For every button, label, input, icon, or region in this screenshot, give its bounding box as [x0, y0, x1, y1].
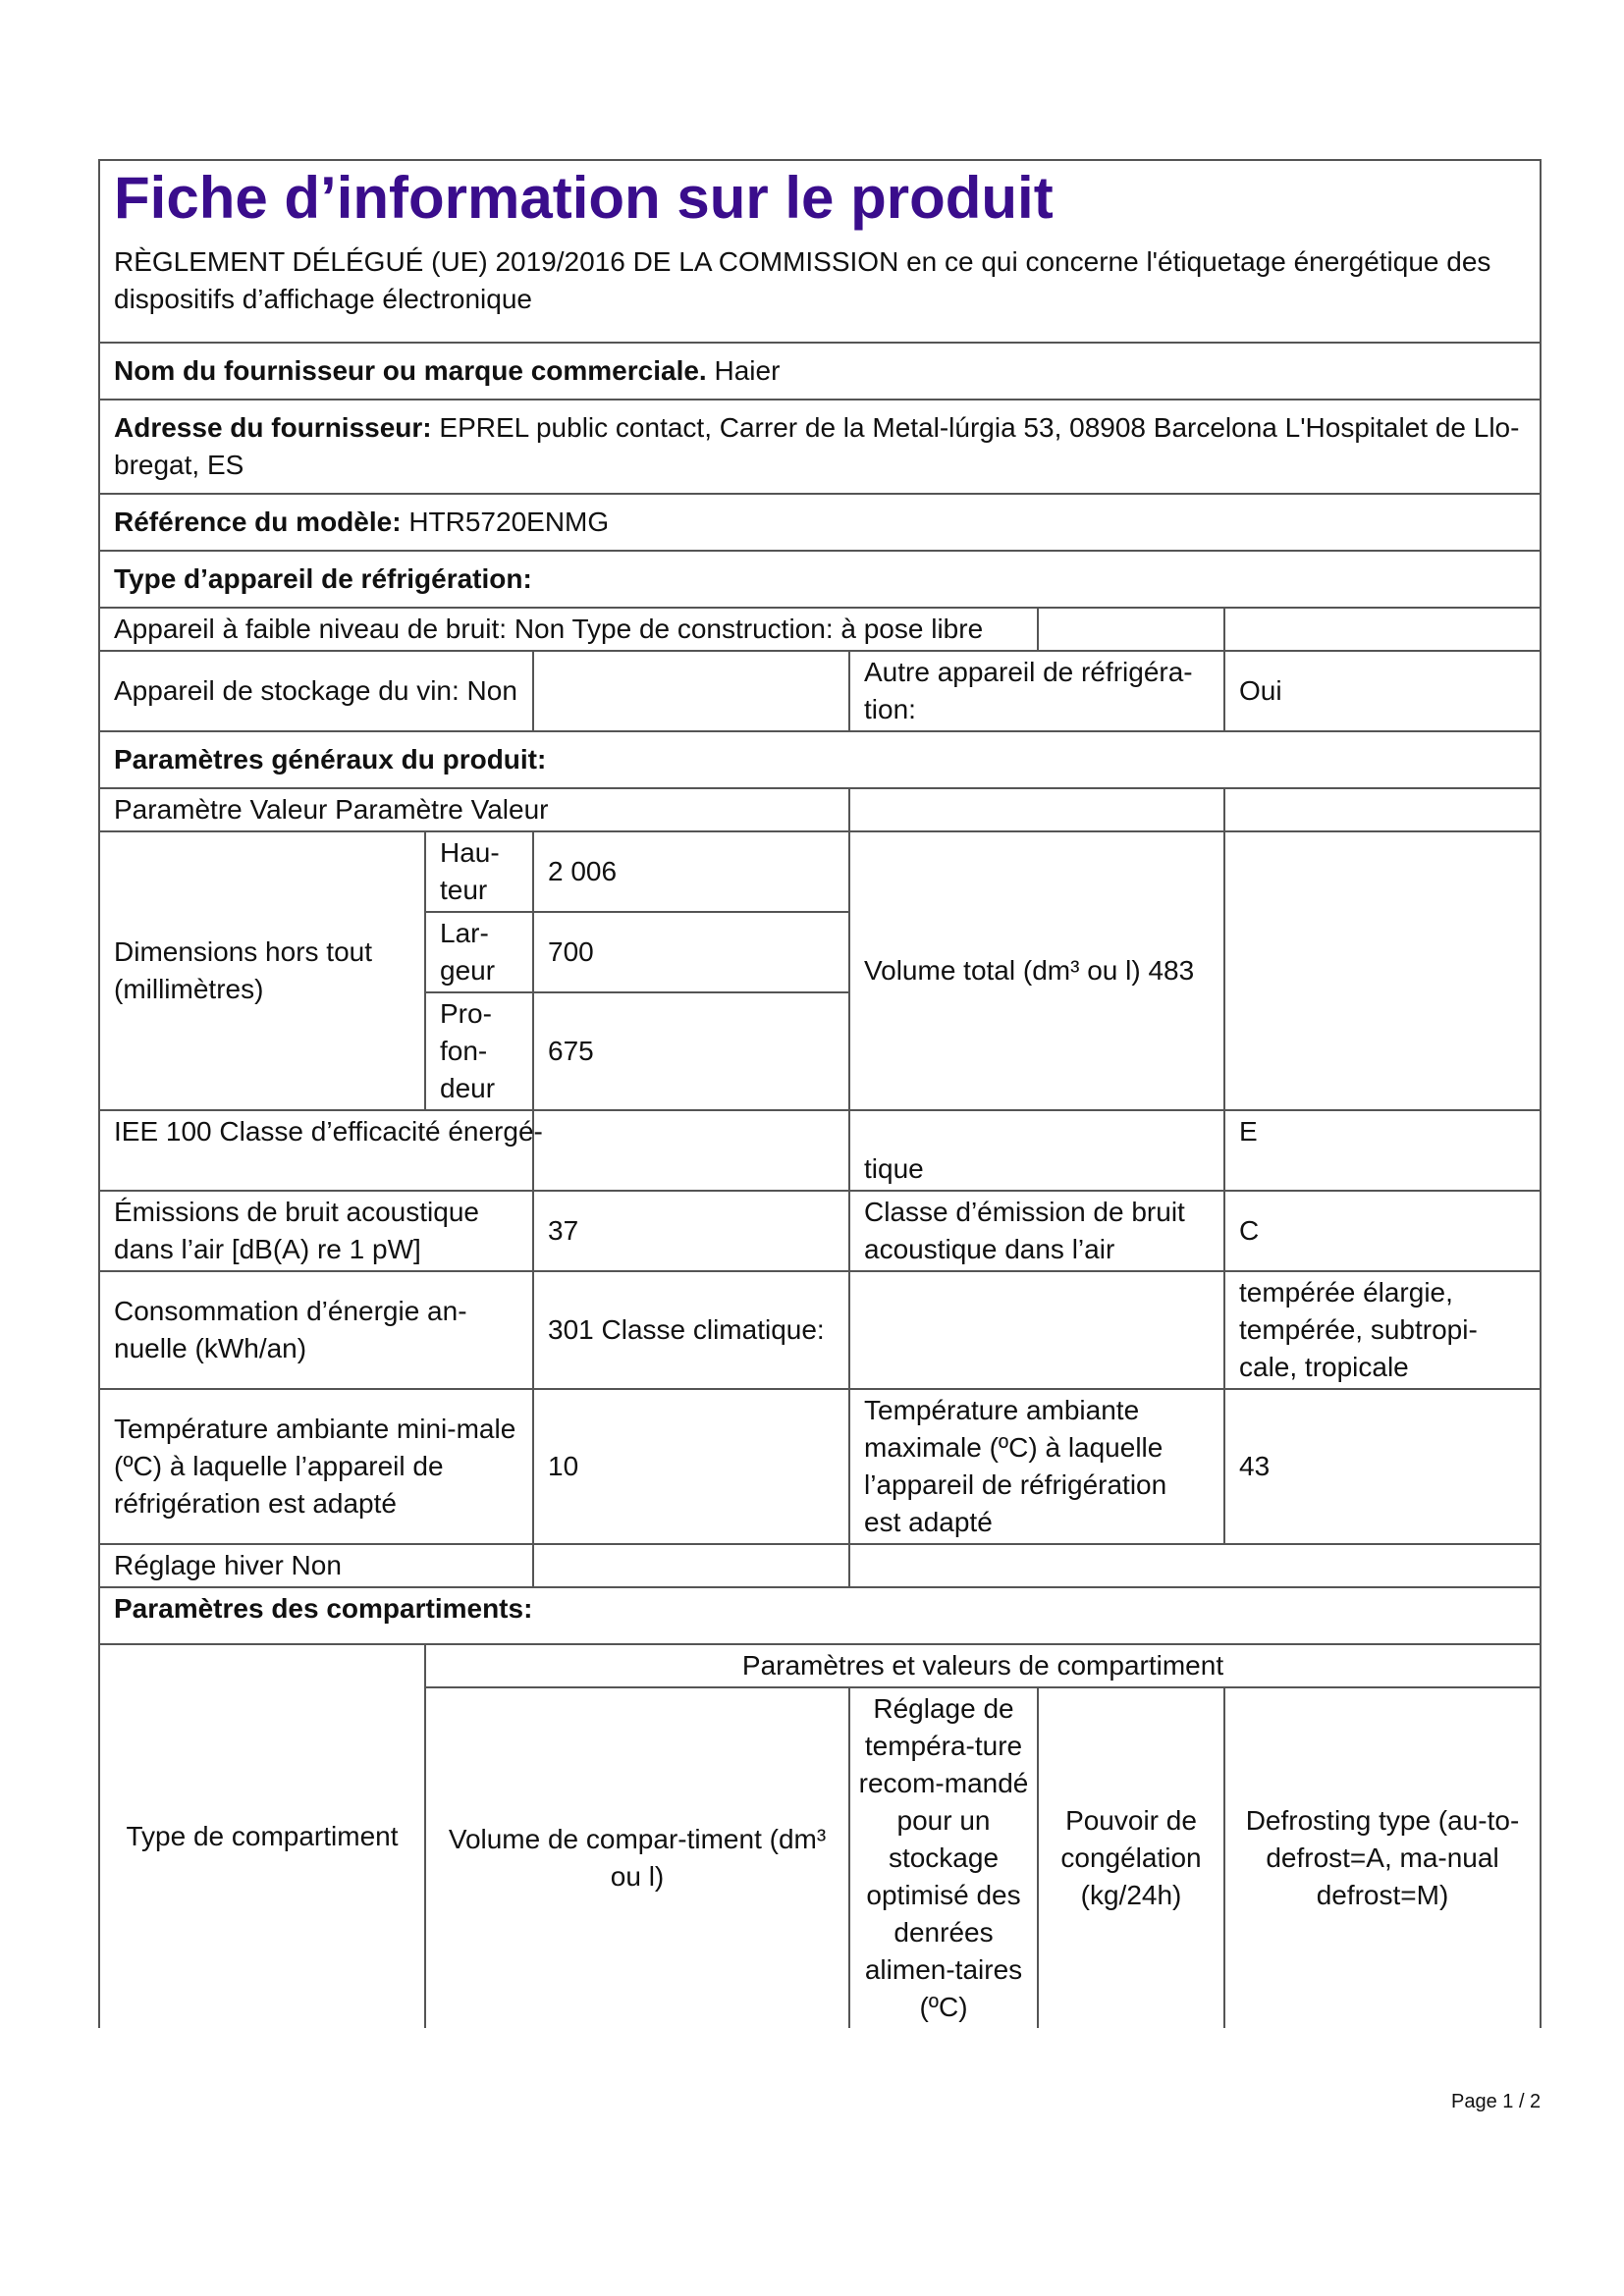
compartments-heading: Paramètres des compartiments:: [99, 1587, 1541, 1644]
noise-label: Émissions de bruit acoustique dans l’air [dB(A) re 1 pW]: [99, 1191, 533, 1271]
compartment-temp-header: Réglage de tempéra-ture recom-mandé pour un stockage optimisé des denrées alimen-taires (ºC): [849, 1687, 1038, 2028]
model-row: [99, 494, 1541, 551]
iee-suffix: tique: [849, 1110, 1224, 1191]
empty-cell: [849, 788, 1224, 831]
compartment-group-header: Paramètres et valeurs de compartiment: [425, 1644, 1541, 1687]
min-temp-label: Température ambiante mini-male (ºC) à laquelle l’appareil de réfrigération est adapté: [99, 1389, 533, 1544]
product-info-sheet: [98, 159, 1540, 2028]
empty-cell: [533, 1110, 849, 1191]
energy-label: Consommation d’énergie an-nuelle (kWh/an): [99, 1271, 533, 1389]
climate-class-value: tempérée élargie, tempérée, subtropi-cale, tropicale: [1224, 1271, 1541, 1389]
wine-storage-cell: Appareil de stockage du vin: Non: [99, 651, 533, 731]
max-temp-value: 43: [1224, 1389, 1541, 1544]
supplier-address-label: Adresse du fournisseur:: [114, 412, 432, 443]
noise-class-value: C: [1224, 1191, 1541, 1271]
info-table: [98, 159, 1542, 2028]
height-value: 2 006: [533, 831, 849, 912]
general-col-header: Paramètre Valeur Paramètre Valeur: [99, 788, 849, 831]
width-label: Lar-geur: [425, 912, 533, 992]
empty-cell: [849, 1544, 1541, 1587]
regulation-text: RÈGLEMENT DÉLÉGUÉ (UE) 2019/2016 DE LA COMMISSION en ce qui concerne l'étiquetage énergétique des dispositifs d’affichage électronique: [114, 246, 1491, 314]
min-temp-value: 10: [533, 1389, 849, 1544]
empty-cell: [533, 1544, 849, 1587]
iee-label: IEE 100 Classe d’efficacité énergé-: [99, 1110, 533, 1191]
supplier-name-label: Nom du fournisseur ou marque commerciale.: [114, 355, 707, 386]
header-cell: [99, 160, 1541, 343]
empty-cell: [1224, 788, 1541, 831]
depth-label: Pro-fon-deur: [425, 992, 533, 1110]
energy-value: 301 Classe climatique:: [533, 1271, 849, 1389]
empty-cell: [1224, 608, 1541, 651]
supplier-name-row: [99, 343, 1541, 400]
model-value: HTR5720ENMG: [408, 507, 610, 537]
general-heading: Paramètres généraux du produit:: [99, 731, 1541, 788]
other-appliance-value: Oui: [1224, 651, 1541, 731]
empty-cell: [849, 1271, 1224, 1389]
other-appliance-label: Autre appareil de réfrigéra-tion:: [849, 651, 1224, 731]
defrosting-type-header: Defrosting type (au-to-defrost=A, ma-nual defrost=M): [1224, 1687, 1541, 2028]
compartment-volume-header: Volume de compar-timent (dm³ ou l): [425, 1687, 849, 2028]
height-label: Hau-teur: [425, 831, 533, 912]
empty-cell: [533, 651, 849, 731]
empty-cell: [1038, 608, 1224, 651]
winter-setting: Réglage hiver Non: [99, 1544, 533, 1587]
noise-class-label: Classe d’émission de bruit acoustique dans l’air: [849, 1191, 1224, 1271]
width-value: 700: [533, 912, 849, 992]
max-temp-label: Température ambiante maximale (ºC) à laquelle l’appareil de réfrigération est adapté: [849, 1389, 1224, 1544]
noise-value: 37: [533, 1191, 849, 1271]
freezing-capacity-header: Pouvoir de congélation (kg/24h): [1038, 1687, 1224, 2028]
page-number: Page 1 / 2: [1451, 2091, 1542, 2112]
iee-class-value: E: [1224, 1110, 1541, 1191]
page-title: Fiche d’information sur le produit: [114, 165, 1054, 231]
depth-value: 675: [533, 992, 849, 1110]
supplier-address-row: [99, 400, 1541, 494]
low-noise-cell: Appareil à faible niveau de bruit: Non Type de construction: à pose libre: [99, 608, 1038, 651]
compartment-type-header: Type de compartiment: [99, 1644, 425, 2028]
appliance-type-heading: Type d’appareil de réfrigération:: [99, 551, 1541, 608]
dimensions-label: Dimensions hors tout (millimètres): [99, 831, 425, 1110]
supplier-address-value: EPREL public contact, Carrer de la Metal-lúrgia 53, 08908 Barcelona L'Hospitalet de Llo-bregat, ES: [114, 412, 1520, 480]
supplier-name-value: Haier: [714, 355, 781, 386]
volume-label: Volume total (dm³ ou l) 483: [849, 831, 1224, 1110]
empty-cell: [1224, 831, 1541, 1110]
model-label: Référence du modèle:: [114, 507, 402, 537]
